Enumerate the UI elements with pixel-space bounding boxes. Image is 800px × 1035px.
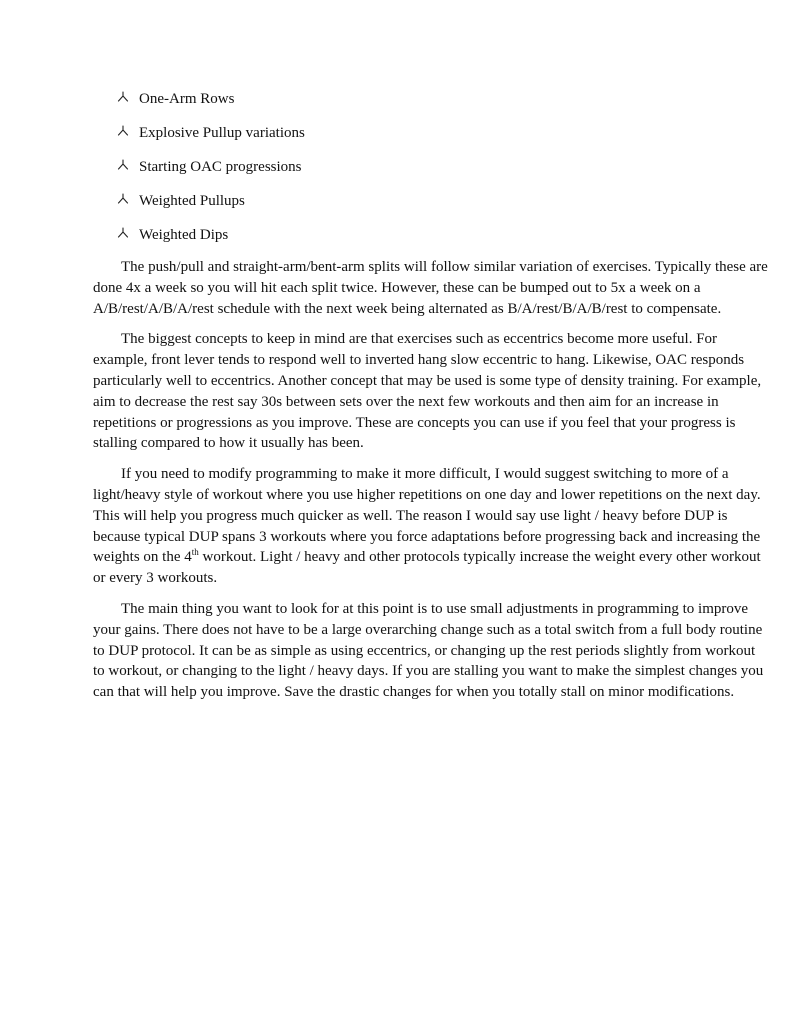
body-text bbox=[93, 257, 769, 713]
list-item bbox=[117, 190, 305, 224]
arrow-bullet-icon bbox=[117, 193, 129, 205]
list-item bbox=[117, 224, 305, 258]
list-item-text: One-Arm Rows bbox=[139, 91, 235, 107]
list-item-text: Explosive Pullup variations bbox=[139, 125, 305, 141]
list-item bbox=[117, 122, 305, 156]
paragraph-adjustments: The main thing you want to look for at this point is to use small adjustments in programming to improve your gains. There does not have to be a large overarching change such as a total switch from a full body routine to DUP protocol. It can be as simple as using eccentrics, or changing up the rest periods slightly from workout to workout, or changing to the light / heavy days. If you are stalling you want to make the simplest changes you can that will help you improve. Save the drastic changes for when you totally stall on minor modifications. bbox=[93, 600, 764, 701]
exercise-list bbox=[117, 88, 305, 258]
list-item bbox=[117, 156, 305, 190]
list-item-text: Starting OAC progressions bbox=[139, 159, 302, 175]
list-item-text: Weighted Dips bbox=[139, 227, 229, 243]
paragraph-concepts: The biggest concepts to keep in mind are that exercises such as eccentrics become more useful. For example, front lever tends to respond well to inverted hang slow eccentric to hang. Likewise, OAC responds particularly well to eccentrics. Another concept that may be used is some type of density training. For example, aim to decrease the rest say 30s between sets over the next few workouts and then aim for an increase in repetitions or progressions as you improve. These are concepts you can use if you feel that your progress is stalling compared to how it usually has been. bbox=[93, 331, 762, 452]
list-item bbox=[117, 88, 305, 122]
arrow-bullet-icon bbox=[117, 125, 129, 137]
paragraph-light-heavy bbox=[93, 464, 769, 589]
paragraph-text: If you need to modify programming to make it more difficult, I would suggest switching to more of a light/heavy style of workout where you use higher repetitions on one day and lower repetitions on the next day. This will help you progress much quicker as well. The reason I would say use light / heavy before DUP is because typical DUP spans 3 workouts where you force adaptations before progressing back and increasing the weights on the 4 bbox=[93, 466, 761, 566]
ordinal-suffix: th bbox=[191, 547, 199, 558]
paragraph-splits: The push/pull and straight-arm/bent-arm splits will follow similar variation of exercises. Typically these are done 4x a week so you will hit each split twice. However, these can be bumped out to 5x a week on a A/B/rest/A/B/A/rest schedule with the next week being alternated as B/A/rest/B/A/B/rest to compensate. bbox=[93, 259, 768, 317]
list-item-text: Weighted Pullups bbox=[139, 193, 245, 209]
arrow-bullet-icon bbox=[117, 91, 129, 103]
arrow-bullet-icon bbox=[117, 159, 129, 171]
arrow-bullet-icon bbox=[117, 227, 129, 239]
paragraph-text: workout. Light / heavy and other protocols typically increase the weight every other workout or every 3 workouts. bbox=[93, 549, 761, 587]
